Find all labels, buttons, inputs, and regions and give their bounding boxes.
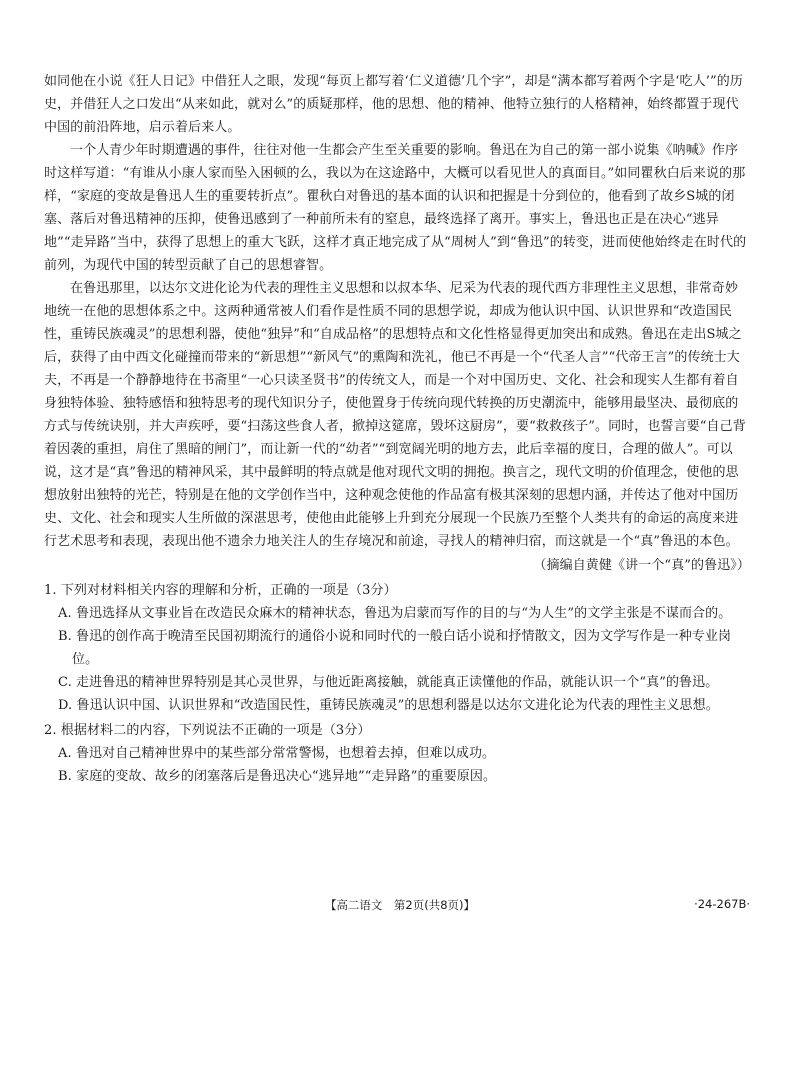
page-content — [44, 70, 750, 788]
question-1 — [44, 579, 750, 717]
question-2 — [44, 719, 750, 788]
question-2-stem: 2. 根据材料二的内容，下列说法不正确的一项是（3分） — [44, 723, 371, 738]
question-2-option-a: A. 鲁迅对自己精神世界中的某些部分常常警惕，也想着去掉，但难以成功。 — [58, 746, 496, 761]
article-paragraph-3: 在鲁迅那里，以达尔文进化论为代表的理性主义思想和以叔本华、尼采为代表的现代西方非理性主义思想，非常奇妙地统一在他的思想体系之中。这两种通常被人们看作是性质不同的思想学说，却成为他认识中国、认识世界和“改造国民性，重铸民族魂灵”的思想利器，使他“独异”和“自成品格”的思想特点和文化性格显得更加突出和成熟。鲁迅在走出S城之后，获得了由中西文化碰撞而带来的“新思想”“新风气”的熏陶和洗礼，他已不再是一个“代圣人言”“代帝王言”的传统士大夫，不再是一个静静地待在书斋里“一心只读圣贤书”的传统文人，而是一个对中国历史、文化、社会和现实人生都有着自身独特体验、独特感悟和独特思考的现代知识分子，使他置身于传统向现代转换的历史潮流中，能够用最坚决、最彻底的方式与传统诀别，并大声疾呼，要“扫荡这些食人者，掀掉这筵席，毁坏这厨房”，要“救救孩子”。同时，也誓言要“自己背着因袭的重担，肩住了黑暗的闸门”，而让新一代的“幼者”“到宽阔光明的地方去，此后幸福的度日，合理的做人”。可以说，这才是“真”鲁迅的精神风采，其中最鲜明的特点就是他对现代文明的拥抱。换言之，现代文明的价值理念，使他的思想放射出独特的光芒，特别是在他的文学创作当中，这种观念使他的作品富有极其深刻的思想内涵，并传达了他对中国历史、文化、社会和现实人生所做的深湛思考，使他由此能够上升到充分展现一个民族乃至整个人类共有的命运的高度来进行艺术思考和表现，表现出他不遗余力地关注人的生存境况和前途，寻找人的精神归宿，而这就是一个“真”鲁迅的本色。 — [44, 281, 746, 549]
question-1-option-d: D. 鲁迅认识中国、认识世界和“改造国民性，重铸民族魂灵”的思想利器是以达尔文进化论为代表的理性主义思想。 — [58, 698, 719, 713]
article-paragraph-1: 如同他在小说《狂人日记》中借狂人之眼，发现“每页上都写着‘仁义道德’几个字”，却是“满本都写着两个字是‘吃人’”的历史，并借狂人之口发出“从来如此，就对么”的质疑那样，他的思想、他的精神、他特立独行的人格精神，始终都置于现代中国的前沿阵地，启示着后来人。 — [44, 74, 743, 135]
question-1-option-c: C. 走进鲁迅的精神世界特别是其心灵世界，与他近距离接触，就能真正读懂他的作品，就能认识一个“真”的鲁迅。 — [58, 675, 719, 690]
question-2-option-b: B. 家庭的变故、故乡的闭塞落后是鲁迅决心“逃异地”“走异路”的重要原因。 — [58, 769, 497, 784]
article-paragraph-2: 一个人青少年时期遭遇的事件，往往对他一生都会产生至关重要的影响。鲁迅在为自己的第一部小说集《呐喊》作序时这样写道：“有谁从小康人家而坠入困顿的么，我以为在这途路中，大概可以看见世人的真面目。”如同瞿秋白后来说的那样，“家庭的变故是鲁迅人生的重要转折点”。瞿秋白对鲁迅的基本面的认识和把握是十分到位的，他看到了故乡S城的闭塞、落后对鲁迅精神的压抑，使鲁迅感到了一种前所未有的窒息，最终选择了离开。事实上，鲁迅也正是在决心“逃异地”“走异路”当中，获得了思想上的重大飞跃，这样才真正地完成了从“周树人”到“鲁迅”的转变，进而使他始终走在时代的前列，为现代中国的转型贡献了自己的思想睿智。 — [44, 143, 747, 273]
footer-page-info: 【高二语文 第2页(共8页)】 — [324, 898, 476, 912]
question-1-stem: 1. 下列对材料相关内容的理解和分析，正确的一项是（3分） — [44, 583, 397, 598]
question-1-option-a: A. 鲁迅选择从文事业旨在改造民众麻木的精神状态，鲁迅为启蒙而写作的目的与“为人生”的文学主张是不谋而合的。 — [58, 606, 732, 621]
article-source: （摘编自黄健《讲一个“真”的鲁迅》） — [533, 558, 750, 573]
question-1-option-b: B. 鲁迅的创作高于晚清至民国初期流行的通俗小说和同时代的一般白话小说和抒情散文，因为文学写作是一种专业岗位。 — [58, 629, 732, 667]
footer-code: ·24-267B· — [694, 897, 750, 911]
